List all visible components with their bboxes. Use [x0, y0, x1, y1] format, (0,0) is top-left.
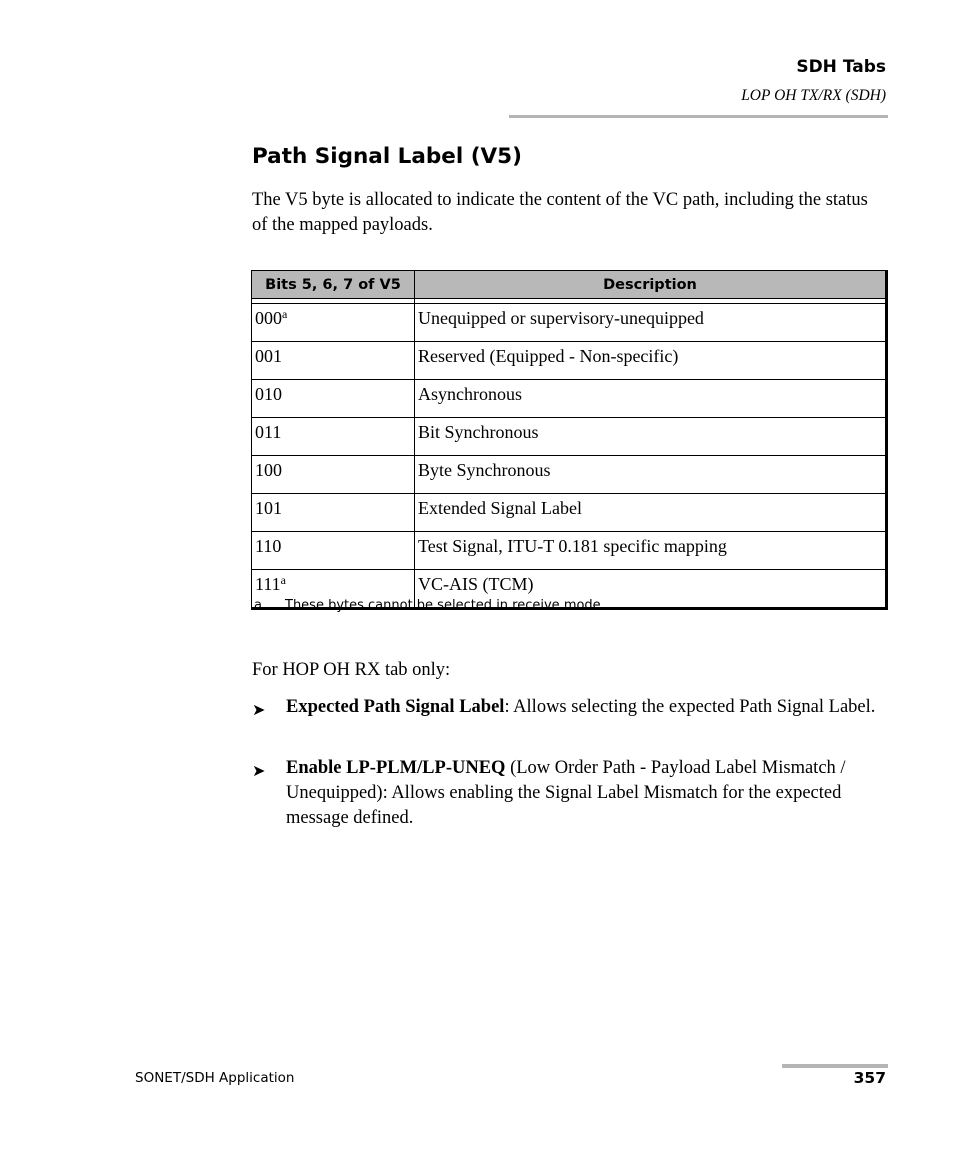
table-row [252, 456, 887, 494]
bullet-term: Expected Path Signal Label [286, 697, 505, 717]
table-header-row [252, 271, 887, 299]
bits-value: 111 [255, 574, 281, 594]
bits-cell: 101 [252, 494, 415, 532]
hop-intro-line: For HOP OH RX tab only: [252, 660, 451, 680]
page-title: Path Signal Label (V5) [252, 144, 522, 169]
intro-paragraph: The V5 byte is allocated to indicate the content of the VC path, including the status of the mapped payloads. [252, 190, 868, 235]
bullet-item [252, 756, 884, 831]
table-footnote [254, 598, 605, 613]
description-cell: Reserved (Equipped - Non-specific) [415, 342, 887, 380]
bullet-arrow-icon: ➤ [252, 702, 266, 719]
table-row [252, 494, 887, 532]
footer-document-title: SONET/SDH Application [135, 1070, 295, 1086]
table-row [252, 304, 887, 342]
footnote-ref: a [282, 307, 288, 321]
footnote-ref: a [280, 573, 286, 587]
bullet-term: Enable LP-PLM/LP-UNEQ [286, 758, 506, 778]
bits-cell [252, 304, 415, 342]
bits-cell: 100 [252, 456, 415, 494]
running-header-subsection: LOP OH TX/RX (SDH) [741, 87, 886, 104]
v5-bits-table [251, 270, 888, 610]
description-cell: VC-AIS (TCM) [415, 570, 887, 609]
description-cell: Unequipped or supervisory-unequipped [415, 304, 887, 342]
bits-cell: 001 [252, 342, 415, 380]
table-row [252, 342, 887, 380]
description-cell: Bit Synchronous [415, 418, 887, 456]
header-rule [509, 115, 888, 118]
page-number: 357 [853, 1069, 886, 1087]
description-cell: Extended Signal Label [415, 494, 887, 532]
description-cell: Byte Synchronous [415, 456, 887, 494]
bullet-text: (Low Order Path - Payload Label Mismatch / Unequipped): Allows enabling the Signal Label Mismatch for the expected message defined. [286, 758, 846, 828]
bullet-text: : Allows selecting the expected Path Signal Label. [504, 697, 876, 717]
footnote-text: These bytes cannot be selected in receive mode. [285, 598, 605, 613]
bullet-arrow-icon: ➤ [252, 763, 266, 780]
column-header-description: Description [415, 271, 887, 299]
description-cell: Asynchronous [415, 380, 887, 418]
table-row [252, 380, 887, 418]
bits-value: 000 [255, 308, 282, 328]
running-header-section: SDH Tabs [796, 57, 886, 77]
footnote-mark: a. [254, 598, 267, 613]
bits-cell: 010 [252, 380, 415, 418]
bullet-item [252, 695, 884, 720]
column-header-bits: Bits 5, 6, 7 of V5 [252, 271, 415, 299]
bits-cell: 110 [252, 532, 415, 570]
table-row [252, 418, 887, 456]
description-cell: Test Signal, ITU-T 0.181 specific mapping [415, 532, 887, 570]
table-row [252, 532, 887, 570]
bits-cell: 011 [252, 418, 415, 456]
footer-rule [782, 1064, 888, 1068]
